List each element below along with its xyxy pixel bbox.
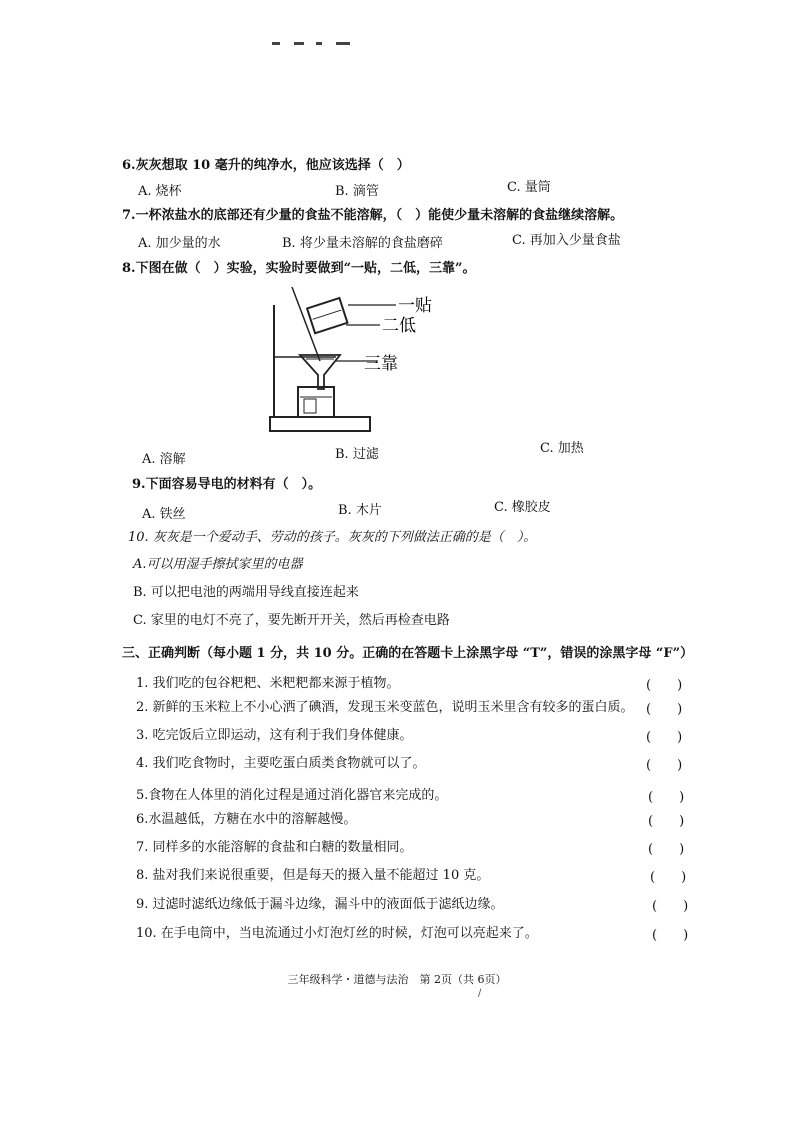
section-3-heading: 三、正确判断（每小题 1 分，共 10 分。正确的在答题卡上涂黑字母 “T”，错误的涂黑字母 “F”） (122, 646, 694, 661)
question-8-option-c: C. 加热 (540, 441, 584, 456)
question-9-option-c: C. 橡胶皮 (494, 500, 551, 515)
true-false-item: 9. 过滤时滤纸边缘低于漏斗边缘，漏斗中的液面低于滤纸边缘。 (136, 897, 504, 912)
question-6-option-a: A. 烧杯 (138, 184, 182, 199)
true-false-item: 7. 同样多的水能溶解的食盐和白糖的数量相同。 (136, 840, 413, 855)
question-9-option-b: B. 木片 (338, 503, 382, 518)
scan-mark (272, 42, 352, 46)
question-7-option-a: A. 加少量的水 (138, 236, 221, 251)
true-false-item: 2. 新鲜的玉米粒上不小心洒了碘酒，发现玉米变蓝色，说明玉米里含有较多的蛋白质。 (136, 700, 634, 715)
question-8-stem: 8.下图在做（ ）实验，实验时要做到“一贴，二低，三靠”。 (122, 261, 476, 276)
question-9-stem: 9.下面容易导电的材料有（ ）。 (132, 477, 322, 492)
true-false-item: 1. 我们吃的包谷粑粑、米粑粑都来源于植物。 (136, 676, 400, 691)
true-false-item: 5.食物在人体里的消化过程是通过消化器官来完成的。 (136, 788, 448, 803)
answer-blank: ( ) (646, 758, 683, 773)
question-8-option-b: B. 过滤 (335, 447, 379, 462)
true-false-item: 4. 我们吃食物时，主要吃蛋白质类食物就可以了。 (136, 756, 426, 771)
question-6-option-c: C. 量筒 (507, 180, 551, 195)
page-footer: 三年级科学・道德与法治 第 2页（共 6页） (287, 973, 507, 986)
true-false-item: 8. 盐对我们来说很重要，但是每天的摄入量不能超过 10 克。 (136, 868, 490, 883)
answer-blank: ( ) (646, 730, 683, 745)
answer-blank: ( ) (648, 814, 685, 829)
filtration-apparatus-diagram (260, 285, 432, 437)
diagram-label-1: 一贴 (398, 296, 432, 316)
question-8-option-a: A. 溶解 (142, 452, 186, 467)
question-10-option-a: A.可以用湿手擦拭家里的电器 (133, 557, 303, 572)
diagram-label-3: 三靠 (364, 354, 398, 374)
question-6-stem: 6.灰灰想取 10 毫升的纯净水，他应该选择（ ） (122, 158, 410, 173)
question-7-option-b: B. 将少量未溶解的食盐磨碎 (282, 236, 443, 251)
true-false-item: 6.水温越低，方糖在水中的溶解越慢。 (136, 812, 357, 827)
answer-blank: ( ) (650, 870, 687, 885)
true-false-item: 10. 在手电筒中，当电流通过小灯泡灯丝的时候，灯泡可以亮起来了。 (136, 926, 538, 941)
answer-blank: ( ) (646, 678, 683, 693)
question-10-option-b: B. 可以把电池的两端用导线直接连起来 (133, 585, 359, 600)
footer-mark: / (478, 988, 482, 999)
answer-blank: ( ) (646, 702, 683, 717)
question-7-option-c: C. 再加入少量食盐 (512, 233, 621, 248)
answer-blank: ( ) (652, 928, 689, 943)
question-10-option-c: C. 家里的电灯不亮了，要先断开开关，然后再检查电路 (133, 613, 450, 628)
diagram-label-2: 二低 (382, 316, 416, 336)
question-9-option-a: A. 铁丝 (142, 507, 186, 522)
question-6-option-b: B. 滴管 (335, 184, 379, 199)
question-7-stem: 7.一杯浓盐水的底部还有少量的食盐不能溶解，（ ）能使少量未溶解的食盐继续溶解。 (122, 208, 624, 223)
answer-blank: ( ) (648, 790, 685, 805)
true-false-item: 3. 吃完饭后立即运动，这有利于我们身体健康。 (136, 728, 413, 743)
answer-blank: ( ) (652, 899, 689, 914)
answer-blank: ( ) (648, 842, 685, 857)
question-10-stem: 10. 灰灰是一个爱动手、劳动的孩子。灰灰的下列做法正确的是（ ）。 (128, 530, 537, 545)
